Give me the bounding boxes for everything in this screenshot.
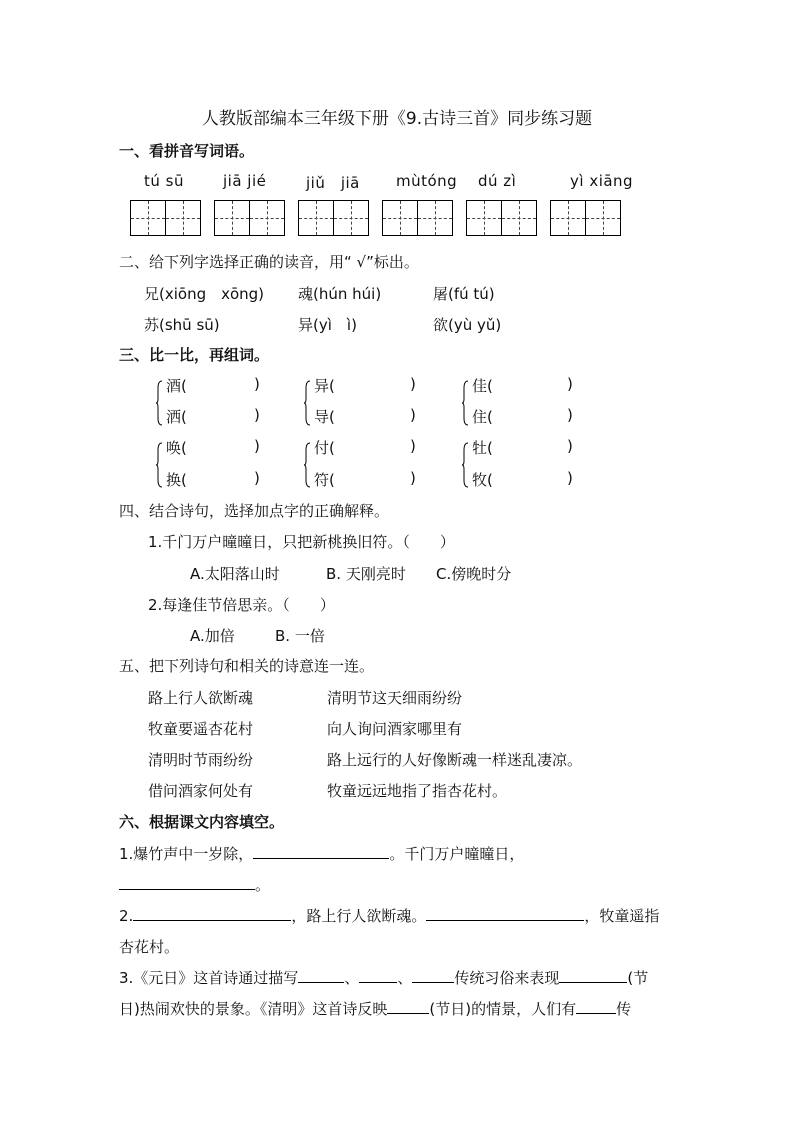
brace — [462, 442, 469, 488]
answer-blank[interactable] — [426, 906, 584, 921]
section-2-heading: 二、给下列字选择正确的读音，用“ √”标出。 — [119, 253, 419, 271]
writing-grid-6[interactable] — [550, 200, 621, 236]
close-paren: ) — [410, 375, 416, 393]
fill-text: 3.《元日》这首诗通过描写 — [119, 969, 299, 987]
pinyin-3: jiǔ jiā — [306, 174, 360, 192]
close-paren: ) — [410, 406, 416, 424]
close-paren: ) — [567, 437, 573, 455]
fill-line-5 — [119, 967, 648, 988]
section-6-heading: 六、根据课文内容填空。 — [119, 813, 285, 831]
answer-blank[interactable] — [359, 968, 397, 983]
pinyin-6: yì xiāng — [570, 172, 634, 190]
poem-meaning[interactable]: 清明节这天细雨纷纷 — [327, 689, 463, 707]
brace — [304, 442, 311, 488]
section-4-heading: 四、结合诗句，选择加点字的正确解释。 — [119, 502, 390, 520]
close-paren: ) — [567, 469, 573, 487]
option-a[interactable]: A.加倍 — [190, 627, 235, 645]
close-paren: ) — [410, 469, 416, 487]
fill-text: 日)热闹欢快的景象。《清明》这首诗反映 — [119, 1000, 388, 1018]
fill-text: 。千门万户曈曈日， — [389, 845, 525, 863]
brace — [462, 380, 469, 426]
option-a[interactable]: A.太阳落山时 — [190, 565, 280, 583]
fill-line-3 — [119, 905, 659, 926]
poem-meaning[interactable]: 牧童远远地指了指杏花村。 — [327, 782, 508, 800]
fill-line-1 — [119, 843, 524, 864]
question-2: 2.每逢佳节倍思亲。（ ） — [148, 596, 335, 614]
pinyin-5: dú zì — [478, 172, 517, 190]
compare-char: 牧( — [472, 471, 493, 489]
fill-text: (节日)的情景，人们有 — [429, 1000, 577, 1018]
writing-grid-1[interactable] — [130, 200, 201, 236]
fill-text: 、 — [344, 969, 360, 987]
pinyin-4: mùtóng — [396, 172, 458, 190]
compare-char: 洒( — [166, 408, 187, 426]
poem-meaning[interactable]: 向人询问酒家哪里有 — [327, 720, 463, 738]
close-paren: ) — [254, 437, 260, 455]
brace — [304, 380, 311, 426]
option-b[interactable]: B. 天刚亮时 — [326, 565, 406, 583]
compare-char: 异( — [314, 377, 335, 395]
answer-blank[interactable] — [119, 875, 255, 890]
close-paren: ) — [254, 469, 260, 487]
compare-char: 付( — [314, 439, 335, 457]
brace — [156, 380, 163, 426]
close-paren: ) — [254, 375, 260, 393]
compare-char: 酒( — [166, 377, 187, 395]
fill-text: 传统习俗来表现 — [454, 969, 560, 987]
close-paren: ) — [254, 406, 260, 424]
poem-line[interactable]: 路上行人欲断魂 — [148, 689, 254, 707]
close-paren: ) — [410, 437, 416, 455]
fill-text: ，牧童遥指 — [584, 907, 660, 925]
section-5-heading: 五、把下列诗句和相关的诗意连一连。 — [119, 657, 375, 675]
fill-line-6 — [119, 998, 631, 1019]
compare-char: 符( — [314, 471, 335, 489]
answer-blank[interactable] — [576, 999, 616, 1014]
fill-text: 、 — [397, 969, 413, 987]
reading-item-2[interactable]: 魂(hún húi) — [298, 285, 382, 303]
close-paren: ) — [567, 406, 573, 424]
writing-grid-3[interactable] — [298, 200, 369, 236]
fill-line-4: 杏花村。 — [119, 938, 180, 956]
poem-meaning[interactable]: 路上远行的人好像断魂一样迷乱凄凉。 — [327, 751, 583, 769]
compare-char: 住( — [472, 408, 493, 426]
fill-line-2 — [119, 874, 270, 895]
answer-blank[interactable] — [298, 968, 344, 983]
section-1-heading: 一、看拼音写词语。 — [119, 142, 255, 160]
compare-char: 导( — [314, 408, 335, 426]
answer-blank[interactable] — [253, 844, 389, 859]
question-1: 1.千门万户曈曈日，只把新桃换旧符。（ ） — [148, 533, 455, 551]
fill-text: ，路上行人欲断魂。 — [291, 907, 427, 925]
writing-grid-2[interactable] — [214, 200, 285, 236]
fill-text: 传 — [616, 1000, 632, 1018]
compare-char: 牡( — [472, 439, 493, 457]
compare-char: 唤( — [166, 439, 187, 457]
fill-text: 。 — [255, 876, 271, 894]
writing-grid-4[interactable] — [382, 200, 453, 236]
pinyin-1: tú sū — [144, 172, 184, 190]
answer-blank[interactable] — [133, 906, 291, 921]
reading-item-5[interactable]: 异(yì ì) — [298, 316, 357, 334]
poem-line[interactable]: 牧童要遥杏花村 — [148, 720, 254, 738]
compare-char: 换( — [166, 471, 187, 489]
reading-item-3[interactable]: 屠(fú tú) — [433, 285, 495, 303]
section-3-heading: 三、比一比，再组词。 — [119, 346, 270, 364]
compare-char: 佳( — [472, 377, 493, 395]
option-b[interactable]: B. 一倍 — [275, 627, 325, 645]
answer-blank[interactable] — [387, 999, 429, 1014]
poem-line[interactable]: 借问酒家何处有 — [148, 782, 254, 800]
reading-item-4[interactable]: 苏(shū sū) — [144, 316, 220, 334]
reading-item-1[interactable]: 兄(xiōng xōng) — [144, 285, 265, 303]
reading-item-6[interactable]: 欲(yù yǔ) — [433, 316, 502, 334]
page-title: 人教版部编本三年级下册《9.古诗三首》同步练习题 — [201, 109, 593, 129]
poem-line[interactable]: 清明时节雨纷纷 — [148, 751, 254, 769]
answer-blank[interactable] — [412, 968, 454, 983]
writing-grid-5[interactable] — [466, 200, 537, 236]
answer-blank[interactable] — [559, 968, 627, 983]
option-c[interactable]: C.傍晚时分 — [436, 565, 512, 583]
close-paren: ) — [567, 375, 573, 393]
fill-text: (节 — [627, 969, 649, 987]
fill-text: 1.爆竹声中一岁除， — [119, 845, 254, 863]
fill-text: 2. — [119, 907, 134, 925]
brace — [156, 442, 163, 488]
pinyin-2: jiā jié — [223, 172, 267, 190]
